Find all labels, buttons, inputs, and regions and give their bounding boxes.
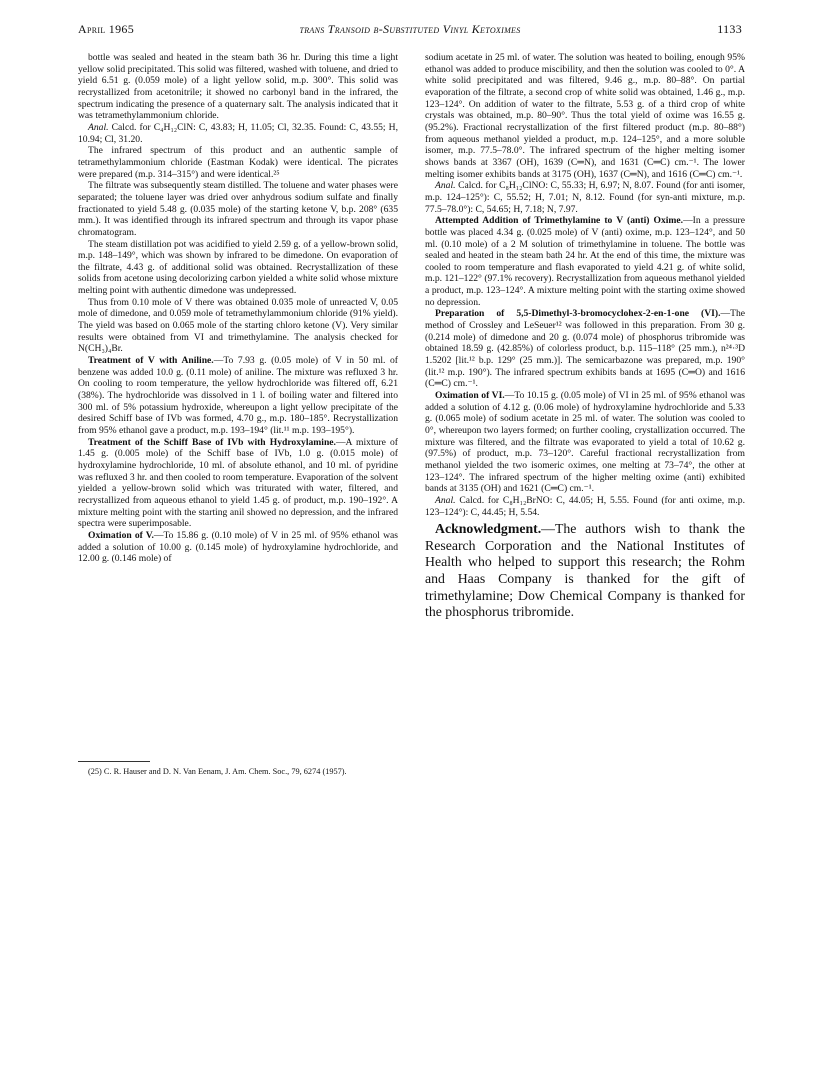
right-column [425,52,745,621]
paragraph [78,239,398,297]
paragraph-text: Calcd. for C₈H₁₂BrNO: C, 44.05; H, 5.55. Found (for anti oxime, m.p. 123–124°): C, 44.45; H, 5.54. [425,494,745,518]
paragraph [425,180,745,215]
footnote-25: (25) C. R. Hauser and D. N. Van Eenam, J. Am. Chem. Soc., 79, 6274 (1957). [88,767,347,776]
paragraph-text: The steam distillation pot was acidified to yield 2.59 g. of a yellow-brown solid, m.p. 148–149°, which was shown by infrared to be dimedone. On evaporation of the filtrate, 4.43 g. of additional solid was obtained. Recrystallization of these solids from acetone using decolorizing carbon yielded a white solid whose mixture melting point with authentic dimedone was undepressed. [78,238,398,297]
paragraph-text: —To 7.93 g. (0.05 mole) of V in 50 ml. of benzene was added 10.0 g. (0.11 mole) of aniline. The mixture was refluxed 3 hr. On cooling to room temperature, the yellow hydrochloride was filtered off, 6.21 (38%). The hydrochloride was dissolved in 1 l. of boiling water and filtered into 300 ml. of 5% potassium hydroxide, whereupon a light yellow precipitate of the desired Schiff base of IVb was formed, 4.70 g., m.p. 180–185°. Recrystallization from 95% ethanol gave a product, m.p. 193–194° (lit.¹¹ m.p. 193–195°). [78,355,398,436]
paragraph [78,180,398,238]
paragraph [425,52,745,180]
section-heading: Oximation of V. [88,529,154,541]
paragraph-text: —In a pressure bottle was placed 4.34 g. (0.025 mole) of V (anti) oxime, m.p. 123–124°, and 50 ml. (0.10 mole) of a 2 M solution of trimethylamine in toluene. The bottle was sealed and heated in the steam bath 24 hr. At the end of this time, the mixture was cooled to room temperature and flash evaporated to yield 4.21 g. of white solid, m.p. 121–122° (97.1% recovery). Recrystallization from aqueous methanol yielded a product, m.p. 123–124°. A mixture melting point with the starting oxime showed no depression. [425,215,745,308]
section-heading: Preparation of 5,5-Dimethyl-3-bromocyclohex-2-en-1-one (VI). [435,308,721,320]
paragraph-text: Thus from 0.10 mole of V there was obtained 0.035 mole of unreacted V, 0.05 mole of dimedone, and 0.059 mole of tetramethylammonium chloride (91% yield). The yield was based on 0.065 mole of the starting chloro ketone (V). Very similar results were obtained from VI and trimethylamine. The analysis checked for N(CH₃)₄Br. [78,296,398,355]
header-title: trans Transoid β-Substituted Vinyl Ketoximes [299,22,521,36]
section-heading: Oximation of VI. [435,390,505,402]
paragraph [425,215,745,308]
paragraph-text: Calcd. for C₈H₁₂ClNO: C, 55.33; H, 6.97; N, 8.07. Found (for anti isomer, m.p. 124–125°): C, 55.52; H, 7.01; N, 8.12. Found (for syn-anti mixture, m.p. 77.5–78.0°): C, 54.65; H, 7.18; N, 7.97. [425,180,745,215]
section-heading: Treatment of the Schiff Base of IVb with Hydroxylamine. [88,436,336,448]
paragraph [425,390,745,495]
footnote-divider [78,761,150,762]
paragraph [78,437,398,530]
paragraph-text: Calcd. for C₄H₁₂ClN: C, 43.83; H, 11.05; Cl, 32.35. Found: C, 43.55; H, 10.94; Cl, 31.20. [78,121,398,145]
analysis-label: Anal. [435,494,456,506]
analysis-label: Anal. [435,180,456,192]
acknowledgment [425,521,745,621]
left-column [78,52,398,565]
paragraph [78,122,398,145]
paragraph-text: —To 15.86 g. (0.10 mole) of V in 25 ml. of 95% ethanol was added a solution of 10.00 g. (0.145 mole) of hydroxylamine hydrochloride, and 12.00 g. (0.146 mole) of [78,529,398,565]
paragraph-text: sodium acetate in 25 ml. of water. The solution was heated to boiling, enough 95% ethanol was added to produce miscibility, and then the solution was cooled to 0°. A white solid precipitated and was filtered, 9.46 g., m.p. 80–88°. On partial evaporation of the filtrate, a second crop of white solid was obtained, 1.46 g., m.p. 123–124°. On addition of water to the filtrate, 5.53 g. of a third crop of white crystals was obtained, m.p. 80–90°. Thus the total yield of oxime was 16.55 g. (95.2%). Fractional recrystallization of the first filtered product (m.p. 80–88°) from aqueous methanol yielded a product, m.p. 124–125°, and a more soluble isomer, m.p. 77.5–78.0°. The infrared spectrum of the higher melting isomer shows bands at 3367 (OH), 1639 (C═N), and 1631 (C═C) cm.⁻¹. The lower melting isomer exhibits bands at 3175 (OH), 1637 (C═N), and 1616 (C═C) cm.⁻¹. [425,52,745,180]
paragraph-text: —To 10.15 g. (0.05 mole) of VI in 25 ml. of 95% ethanol was added a solution of 4.12 g. (0.06 mole) of hydroxylamine hydrochloride and 5.33 g. (0.065 mole) of sodium acetate in 25 ml. of water. The solution was cooled to 0°, whereupon two layers formed; on further cooling, crystallization occurred. The mixture was filtered, and the filtrate was evaporated to yield a total of 10.62 g. (97.5%) of product, m.p. 73–120°. Careful fractional recrystallization from methanol yielded the two isomeric oximes, one melting at 73–74°, the other at 123–124°. The infrared spectrum of the higher melting oxime (anti) exhibited bands at 3135 (OH) and 1621 (C═C) cm.⁻¹. [425,390,745,495]
running-header [78,22,742,38]
section-heading: Treatment of V with Aniline. [88,355,214,367]
paragraph [78,297,398,355]
header-date: April 1965 [78,22,135,36]
paragraph [78,52,398,122]
acknowledgment-text: —The authors wish to thank the Research Corporation and the National Institutes of Health who helped to support this research; the Rohm and Haas Company is thanked for the gift of trimethylamine; Dow Chemical Company is thanked for the phosphorus tribromide. [425,521,745,620]
page-number: 1133 [717,22,742,36]
section-heading: Attempted Addition of Trimethylamine to V (anti) Oxime. [435,215,684,227]
paragraph-text: The infrared spectrum of this product and an authentic sample of tetramethylammonium chloride (Eastman Kodak) were identical. The picrates were prepared (m.p. 314–315°) and were identical.²⁵ [78,145,398,180]
paragraph [78,145,398,180]
acknowledgment-heading: Acknowledgment. [435,521,542,537]
paragraph-text: —A mixture of 1.45 g. (0.005 mole) of the Schiff base of IVb, 1.0 g. (0.015 mole) of hydroxylamine hydrochloride, 10 ml. of absolute ethanol, and 10 ml. of pyridine was refluxed 3 hr. and then cooled to room temperature. Evaporation of the solvent yielded a yellow-brown solid which was triturated with water, filtered, and recrystallized from aqueous ethanol to yield 1.45 g. of product, m.p. 190–192°. A mixture melting point with the starting anil showed no depression, and the infrared spectra were superimposable. [78,436,398,530]
paragraph [425,308,745,390]
analysis-label: Anal. [88,121,109,133]
paragraph-text: bottle was sealed and heated in the steam bath 36 hr. During this time a light yellow solid precipitated. This solid was filtered, washed with toluene, and dried to yield 6.51 g. (0.059 mole) of a light yellow solid, m.p. 300°. This solid was recrystallized from acetonitrile; it showed no carbonyl band in the infrared, the spectrum indicating the presence of a quaternary salt. The analysis indicated that it was tetramethylammonium chloride. [78,52,398,122]
paragraph-text: The filtrate was subsequently steam distilled. The toluene and water phases were separated; the toluene layer was dried over anhydrous sodium sulfate and finally fractionated to yield 5.48 g. (0.035 mole) of the starting ketone V, b.p. 208° (635 mm.). It was identified through its infrared spectrum and through its vapor phase chromatogram. [78,180,398,238]
paragraph [78,530,398,565]
paragraph-text: —The method of Crossley and LeSeuer¹² was followed in this preparation. From 30 g. (0.214 mole) of dimedone and 20 g. (0.074 mole) of phosphorus tribromide was obtained 18.59 g. (42.85%) of colorless product, b.p. 115–118° (25 mm.), n²⁴·³D 1.5202 [lit.¹² b.p. 129° (25 mm.)]. The semicarbazone was prepared, m.p. 190° (lit.¹² m.p. 190°). The infrared spectrum exhibits bands at 1695 (C═O) and 1616 (C═C) cm.⁻¹. [425,308,745,390]
paragraph [425,495,745,518]
paragraph [78,355,398,437]
footnote [78,767,398,778]
